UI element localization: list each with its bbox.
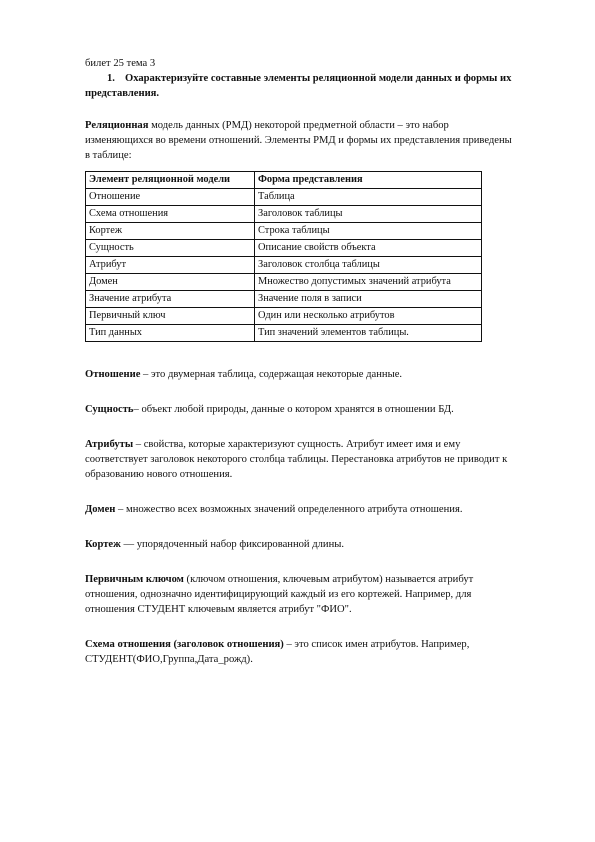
table-row (86, 274, 482, 291)
intro-text: модель данных (РМД) некоторой предметной области – это набор изменяющихся во времени отношений. Элементы РМД и формы их представления приведены в таблице: (85, 120, 512, 161)
table-cell-element: Тип данных (86, 325, 255, 342)
document-page (85, 56, 515, 687)
table-header-form: Форма представления (255, 172, 482, 189)
definition-text: – множество всех возможных значений определенного атрибута отношения. (115, 504, 463, 515)
table-header-row (86, 172, 482, 189)
definition-domain (85, 502, 515, 517)
definition-tuple (85, 537, 515, 552)
table-header-element: Элемент реляционной модели (86, 172, 255, 189)
table-cell-form: Строка таблицы (255, 223, 482, 240)
definition-text: – свойства, которые характеризуют сущность. Атрибут имеет имя и ему соответствует заголовок некоторого столбца таблицы. Перестановка атрибутов не приводит к образованию нового отношения. (85, 439, 508, 480)
definition-schema (85, 637, 515, 667)
table-cell-element: Схема отношения (86, 206, 255, 223)
elements-table (85, 171, 482, 342)
table-row (86, 189, 482, 206)
table-cell-element: Сущность (86, 240, 255, 257)
table-cell-element: Атрибут (86, 257, 255, 274)
question-number: 1. (107, 73, 115, 84)
table-row (86, 325, 482, 342)
definition-relation (85, 367, 515, 382)
table-cell-element: Отношение (86, 189, 255, 206)
table-row (86, 223, 482, 240)
definition-term: Сущность (85, 404, 134, 415)
definition-term: Домен (85, 504, 116, 515)
definition-text: – это двумерная таблица, содержащая некоторые данные. (140, 369, 403, 380)
ticket-title: билет 25 тема 3 (85, 58, 156, 69)
definition-attributes (85, 437, 515, 482)
table-cell-element: Домен (86, 274, 255, 291)
table-cell-form: Тип значений элементов таблицы. (255, 325, 482, 342)
table-cell-element: Значение атрибута (86, 291, 255, 308)
definition-text: – объект любой природы, данные о котором хранятся в отношении БД. (133, 404, 454, 415)
table-cell-element: Первичный ключ (86, 308, 255, 325)
table-cell-form: Заголовок таблицы (255, 206, 482, 223)
question (85, 71, 515, 101)
question-text: Охарактеризуйте составные элементы реляционной модели данных и формы их представления. (85, 73, 512, 99)
table-cell-form: Один или несколько атрибутов (255, 308, 482, 325)
definition-term: Отношение (85, 369, 141, 380)
intro-paragraph (85, 118, 515, 163)
intro-term: Реляционная (85, 120, 149, 131)
table-cell-form: Значение поля в записи (255, 291, 482, 308)
definition-term: Схема отношения (заголовок отношения) (85, 639, 284, 650)
definition-term: Атрибуты (85, 439, 134, 450)
definition-text: (ключом отношения, ключевым атрибутом) называется атрибут отношения, однозначно идентифицирующий каждый из его кортежей. Например, для отношения СТУДЕНТ ключевым является атрибут "ФИО". (85, 574, 474, 615)
table-row (86, 206, 482, 223)
table-cell-form: Множество допустимых значений атрибута (255, 274, 482, 291)
table-row (86, 257, 482, 274)
definition-term: Кортеж (85, 539, 121, 550)
definition-text: – это список имен атрибутов. Например, СТУДЕНТ(ФИО,Группа,Дата_рожд). (85, 639, 470, 665)
definition-entity (85, 402, 515, 417)
table-cell-form: Описание свойств объекта (255, 240, 482, 257)
table-cell-form: Заголовок столбца таблицы (255, 257, 482, 274)
table-cell-element: Кортеж (86, 223, 255, 240)
table-row (86, 240, 482, 257)
table-row (86, 308, 482, 325)
table-cell-form: Таблица (255, 189, 482, 206)
definition-text: — упорядоченный набор фиксированной длины. (120, 539, 345, 550)
definition-term: Первичным ключом (85, 574, 184, 585)
definition-primary-key (85, 572, 515, 617)
table-row (86, 291, 482, 308)
